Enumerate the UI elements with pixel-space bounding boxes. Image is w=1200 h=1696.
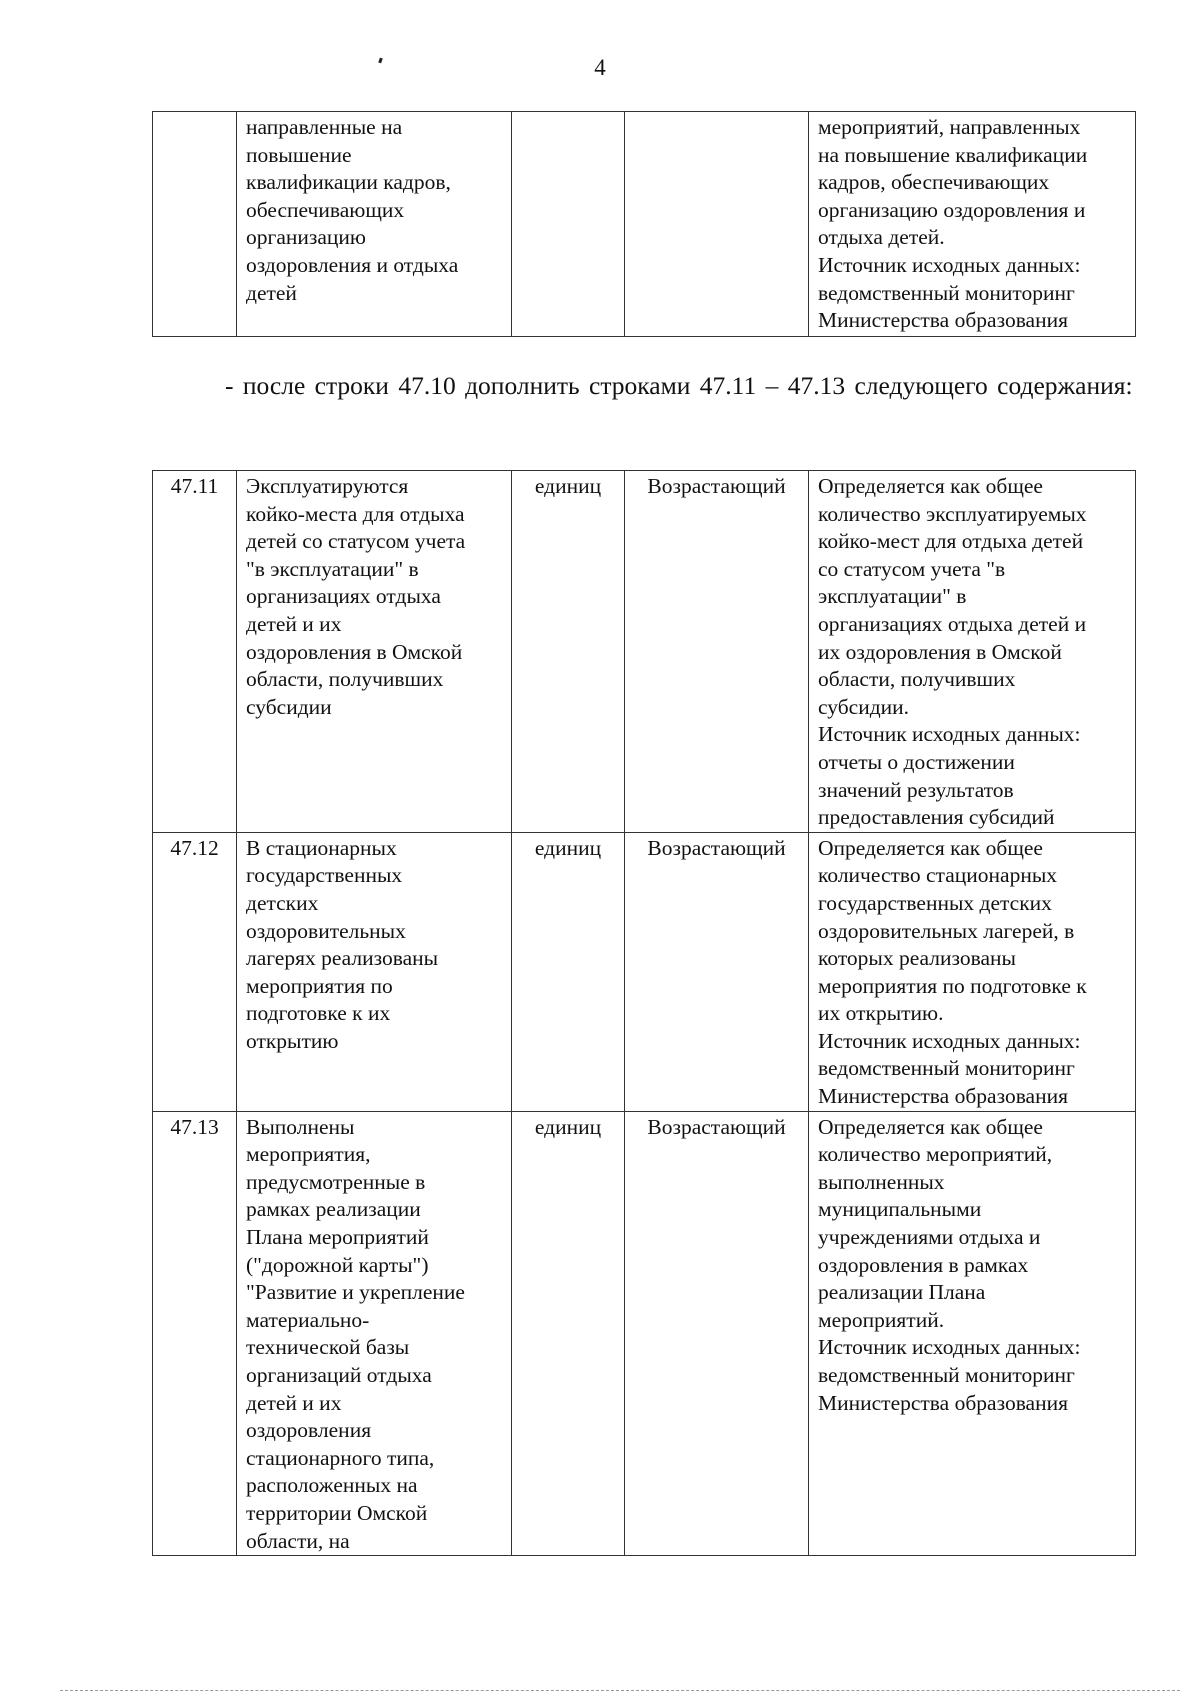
table-row (153, 832, 1136, 1111)
indicator-name-cell: В стационарных государственных детских оздоровительных лагерях реализованы мероприятия по подготовке к их открытию (237, 832, 512, 1111)
method-cell: мероприятий, направленных на повышение квалификации кадров, обеспечивающих организацию оздоровления и отдыха детей. Источник исходных данных: ведомственный мониторинг Министерства образования (809, 112, 1136, 337)
method-cell: Определяется как общее количество стационарных государственных детских оздоровительных лагерей, в которых реализованы мероприятия по подготовке к их открытию. Источник исходных данных: ведомственный мониторинг Министерства образования (809, 832, 1136, 1111)
trend-cell (625, 112, 809, 337)
trend-cell: Возрастающий (625, 832, 809, 1111)
table-row (153, 471, 1136, 833)
method-cell: Определяется как общее количество эксплуатируемых койко-мест для отдыха детей со статусом учета "в эксплуатации" в организациях отдыха детей и их оздоровления в Омской области, получивших субсидии. Источник исходных данных: отчеты о достижении значений результатов предоставления субсидий (809, 471, 1136, 833)
page-number: 4 (594, 55, 606, 80)
instruction-paragraph: - после строки 47.10 дополнить строками 47.11 – 47.13 следующего содержания: (225, 371, 1133, 400)
unit-cell: единиц (512, 832, 625, 1111)
row-number-cell: 47.12 (153, 832, 237, 1111)
row-number-cell: 47.11 (153, 471, 237, 833)
table-row (153, 112, 1136, 337)
indicator-name-cell: Выполнены мероприятия, предусмотренные в рамках реализации Плана мероприятий ("дорожной карты") "Развитие и укрепление материально- технической базы организаций отдыха детей и их оздоровления стационарного типа, расположенных на территории Омской области, на (237, 1111, 512, 1556)
indicator-name-cell: направленные на повышение квалификации кадров, обеспечивающих организацию оздоровления и отдыха детей (237, 112, 512, 337)
unit-cell: единиц (512, 471, 625, 833)
unit-cell: единиц (512, 1111, 625, 1556)
unit-cell (512, 112, 625, 337)
row-number-cell: 47.13 (153, 1111, 237, 1556)
method-cell: Определяется как общее количество мероприятий, выполненных муниципальными учреждениями отдыха и оздоровления в рамках реализации Плана мероприятий. Источник исходных данных: ведомственный мониторинг Министерства образования (809, 1111, 1136, 1556)
row-number-cell (153, 112, 237, 337)
scan-edge-line (60, 1690, 1180, 1691)
indicators-table (152, 470, 1136, 1556)
continued-table (152, 111, 1136, 337)
indicator-name-cell: Эксплуатируются койко-места для отдыха детей со статусом учета "в эксплуатации" в организациях отдыха детей и их оздоровления в Омской области, получивших субсидии (237, 471, 512, 833)
trend-cell: Возрастающий (625, 1111, 809, 1556)
table-row (153, 1111, 1136, 1556)
trend-cell: Возрастающий (625, 471, 809, 833)
